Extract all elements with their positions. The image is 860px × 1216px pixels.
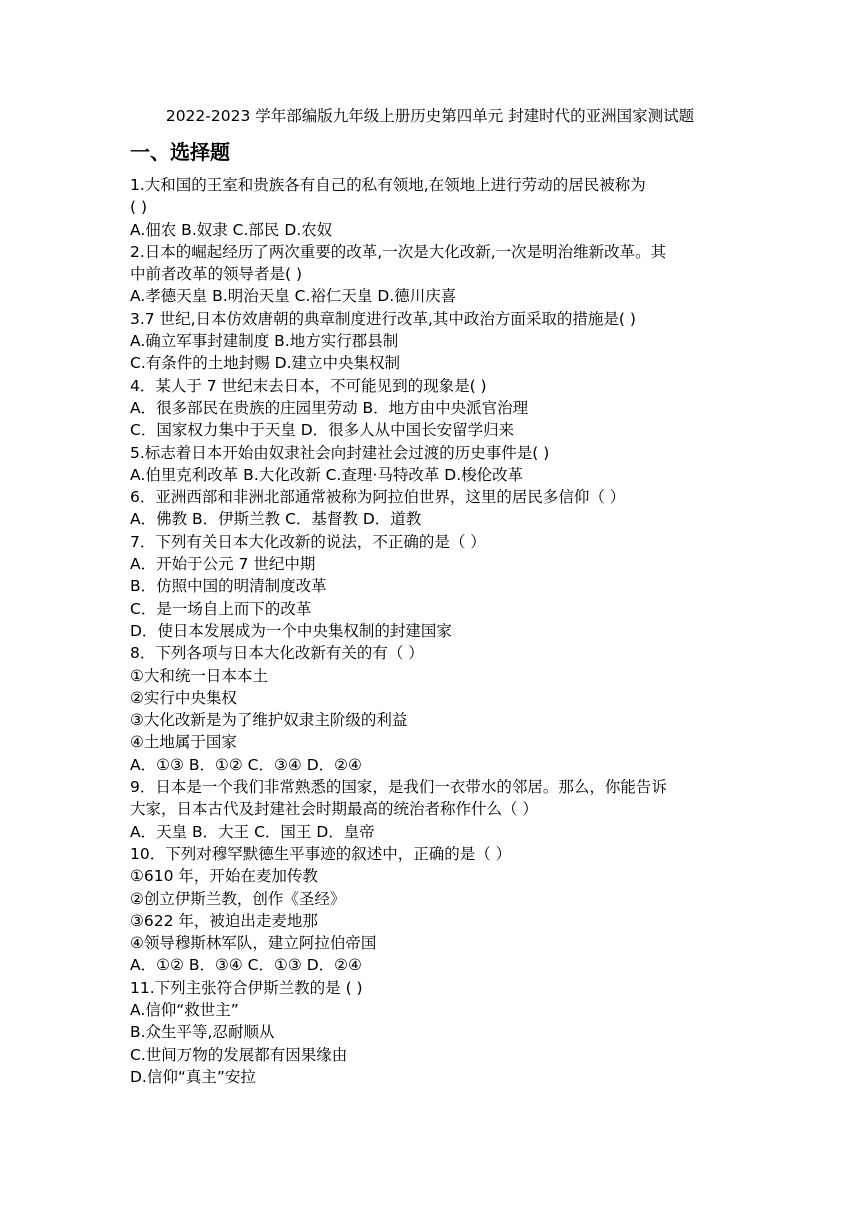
text-line: 1.大和国的王室和贵族各有自己的私有领地,在领地上进行劳动的居民被称为: [130, 176, 646, 194]
text-line: A.伯里克利改革 B.大化改新 C.查理·马特改革 D.梭伦改革: [130, 465, 524, 484]
text-line: A.确立军事封建制度 B.地方实行郡县制: [130, 332, 399, 351]
text-line: ( ): [130, 198, 148, 217]
text-line: 7．下列有关日本大化改新的说法，不正确的是（ ）: [130, 532, 486, 551]
text-line: 6．亚洲西部和非洲北部通常被称为阿拉伯世界，这里的居民多信仰（ ）: [130, 488, 626, 507]
text-line: A．①③ B．①② C．③④ D．②④: [130, 755, 362, 774]
text-line: C．国家权力集中于天皇 D．很多人从中国长安留学归来: [130, 421, 515, 440]
text-line: B．仿照中国的明清制度改革: [130, 577, 327, 596]
text-line: ①610 年，开始在麦加传教: [130, 867, 318, 886]
text-line: 5.标志着日本开始由奴隶社会向封建社会过渡的历史事件是( ): [130, 443, 550, 462]
text-line: A.信仰“救世主”: [130, 1000, 239, 1019]
text-line: 2.日本的崛起经历了两次重要的改革,一次是大化改新,一次是明治维新改革。其: [130, 242, 667, 261]
question-list: [130, 174, 735, 1088]
text-line: ③大化改新是为了维护奴隶主阶级的利益: [130, 711, 408, 730]
text-line: ③622 年，被迫出走麦地那: [130, 911, 318, 930]
text-line: 大家，日本古代及封建社会时期最高的统治者称作什么（ ）: [130, 800, 538, 819]
text-line: B.众生平等,忍耐顺从: [130, 1023, 275, 1042]
text-line: 4．某人于 7 世纪末去日本，不可能见到的现象是( ): [130, 376, 487, 395]
text-line: ④土地属于国家: [130, 733, 237, 752]
text-line: A.佃农 B.奴隶 C.部民 D.农奴: [130, 220, 333, 239]
text-line: A．佛教 B．伊斯兰教 C．基督教 D．道教: [130, 510, 422, 529]
document-title: 2022-2023 学年部编版九年级上册历史第四单元 封建时代的亚洲国家测试题: [165, 107, 695, 125]
text-line: A．天皇 B．大王 C．国王 D．皇帝: [130, 822, 375, 841]
text-line: 8．下列各项与日本大化改新有关的有（ ）: [130, 644, 424, 663]
text-line: A．很多部民在贵族的庄园里劳动 B．地方由中央派官治理: [130, 398, 529, 417]
text-line: C.有条件的土地封赐 D.建立中央集权制: [130, 354, 401, 373]
text-line: 中前者改革的领导者是( ): [130, 265, 303, 284]
text-line: A．①② B．③④ C．①③ D．②④: [130, 956, 362, 975]
text-line: 10．下列对穆罕默德生平事迹的叙述中，正确的是（ ）: [130, 844, 512, 863]
text-line: ②创立伊斯兰教，创作《圣经》: [130, 889, 346, 908]
text-line: D．使日本发展成为一个中央集权制的封建国家: [130, 621, 452, 640]
text-line: D.信仰“真主”安拉: [130, 1067, 256, 1086]
text-line: A．开始于公元 7 世纪中期: [130, 555, 316, 574]
text-line: 9．日本是一个我们非常熟悉的国家，是我们一衣带水的邻居。那么，你能告诉: [130, 778, 667, 797]
text-line: ①大和统一日本本土: [130, 666, 268, 685]
text-line: C.世间万物的发展都有因果缘由: [130, 1045, 348, 1064]
text-line: C．是一场自上而下的改革: [130, 599, 312, 618]
text-line: 11.下列主张符合伊斯兰教的是 ( ): [130, 978, 363, 997]
text-line: A.孝德天皇 B.明治天皇 C.裕仁天皇 D.德川庆喜: [130, 287, 457, 306]
text-line: ②实行中央集权: [130, 688, 237, 707]
text-line: ④领导穆斯林军队，建立阿拉伯帝国: [130, 934, 377, 953]
section-heading: 一、选择题: [130, 140, 230, 164]
text-line: 3.7 世纪,日本仿效唐朝的典章制度进行改革,其中政治方面采取的措施是( ): [130, 309, 636, 328]
